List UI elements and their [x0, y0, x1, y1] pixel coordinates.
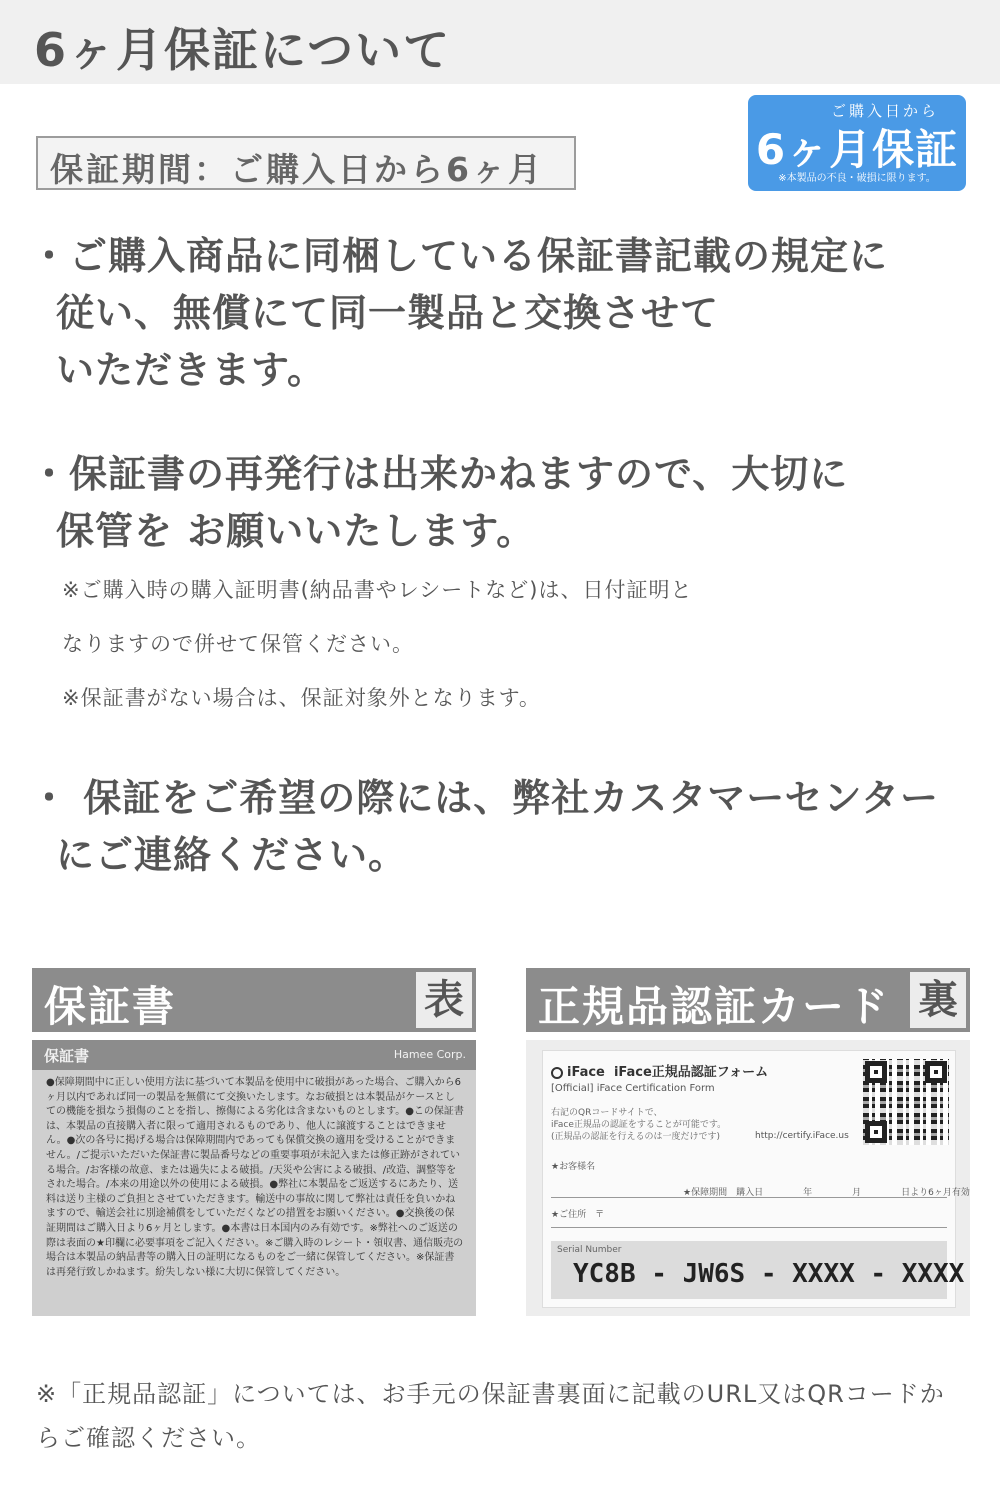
- iface-logo-text: iFace: [567, 1065, 605, 1080]
- bullet-line: ・ご購入商品に同梱している保証書記載の規定に: [30, 234, 889, 278]
- warranty-badge: [748, 95, 966, 191]
- warranty-period-row: [683, 1185, 970, 1198]
- back-card-label-title: 正規品認証カード: [538, 982, 891, 1031]
- form-description: [551, 1107, 726, 1143]
- warranty-card-header: [32, 1040, 476, 1070]
- back-side-mark: 裏: [910, 972, 966, 1028]
- warranty-terms-text: ●保障期間中に正しい使用方法に基づいて本製品を使用中に破損があった場合、ご購入から6ヶ月以内であれば同一の製品を無償にて交換いたします。なお破損とは本製品がケースとしての機能を損なう損傷のことを指し、擦傷による劣化は含まないものとします。●この保証書は、本製品の直接購入者に限って適用されるものであり、他人に譲渡することはできません。●次の各号に掲げる場合は保障期間内であっても保償交換の適用を受けることができません。/ご提示いただいた保証書に製品番号などの重要事項が未記入または修正跡がされている場合。/お客様の故意、または過失による破損。/天災や公害による破損、/改造、調整等をされた場合。/本来の用途以外の使用による破損。●弊社に本製品をご返送するにあたり、送料は送り主様のご負担とさせていただきます。輸送中の事故に関して弊社は責任を負いかねますので、輸送会社に別途補償をしていただくなどの措置をお願いください。●交換後の保証期間はご購入日より6ヶ月とします。●本書は日本国内のみ有効です。※弊社へのご返送の際は表面の★印欄に必要事項をご記入ください。※ご購入時のレシート・領収書、通信販売の場合は本製品の納品書等の購入日の証明になるものをご一緒に保管してください。※保証書は再発行致しかねます。紛失しない様に大切に保管してください。: [46, 1077, 464, 1278]
- month-label: 月: [852, 1188, 862, 1198]
- form-subtitle: [Official] iFace Certification Form: [551, 1083, 715, 1094]
- year-label: 年: [803, 1188, 813, 1198]
- bullet-exchange: [30, 228, 888, 399]
- bullet-line: にご連絡ください。: [56, 833, 408, 877]
- note-line: ※ご購入時の購入証明書(納品書やレシートなど)は、日付証明と: [62, 578, 693, 602]
- serial-number-box: [551, 1241, 965, 1299]
- bullet-contact: [30, 770, 939, 884]
- badge-top-text: ご購入日から: [830, 102, 939, 120]
- page-header: [0, 0, 1000, 84]
- front-side-mark: 表: [416, 972, 472, 1028]
- certification-form: [542, 1050, 970, 1308]
- note-line: なりますので併せて保管ください。: [62, 632, 414, 656]
- bullet-reissue: [30, 446, 848, 560]
- badge-main-text: 6ヶ月保証: [755, 125, 959, 174]
- warranty-card-title: 保証書: [44, 1047, 90, 1065]
- divider: [551, 1227, 947, 1228]
- customer-name-label: ★お客様名: [551, 1162, 596, 1172]
- warranty-card-front: [32, 1040, 476, 1316]
- bullet-line: 従い、無償にて同一製品と交換させて: [56, 291, 720, 335]
- bullet-line: ・保証書の再発行は出来かねますので、大切に: [30, 452, 849, 496]
- front-card-label: [32, 968, 476, 1032]
- certification-form-title: [551, 1061, 768, 1080]
- desc-line: 右記のQRコードサイトで、: [551, 1108, 663, 1118]
- company-name: Hamee Corp.: [393, 1048, 466, 1061]
- form-title-text: iFace正規品認証フォーム: [613, 1065, 769, 1080]
- desc-line: iFace正規品の認証をすることが可能です。: [551, 1120, 727, 1130]
- iface-logo-icon: [551, 1067, 563, 1079]
- bullet-line: 保管を お願いいたします。: [56, 509, 536, 553]
- page-title: 6ヶ月保証について: [34, 23, 452, 77]
- desc-line: (正規品の認証を行えるのは一度だけです): [551, 1132, 721, 1142]
- validity-label: 日より6ヶ月有効: [901, 1188, 970, 1198]
- note-line: ※保証書がない場合は、保証対象外となります。: [62, 686, 541, 710]
- footnote: ※「正規品認証」については、お手元の保証書裏面に記載のURL又はQRコードからご確認ください。: [36, 1380, 945, 1452]
- back-card-label: [526, 968, 970, 1032]
- certification-card-back: [526, 1040, 970, 1316]
- certify-url: http://certify.iFace.us: [755, 1131, 849, 1141]
- serial-number-value: YC8B - JW6S - XXXX - XXXX: [573, 1259, 965, 1289]
- front-card-label-title: 保証書: [44, 982, 177, 1031]
- warranty-period-text: 保証期間：ご購入日から6ヶ月: [50, 150, 544, 189]
- warranty-period-label: ★保障期間 購入日: [683, 1188, 764, 1198]
- badge-note: ※本製品の不良・破損に限ります。: [778, 173, 936, 184]
- qr-code-icon: [863, 1059, 949, 1145]
- address-label: ★ご住所 〒: [551, 1210, 605, 1220]
- serial-number-label: Serial Number: [557, 1245, 622, 1255]
- warranty-period-box: [36, 136, 576, 190]
- bullet-line: ・ 保証をご希望の際には、弊社カスタマーセンター: [30, 776, 939, 820]
- bullet-line: いただきます。: [56, 348, 326, 392]
